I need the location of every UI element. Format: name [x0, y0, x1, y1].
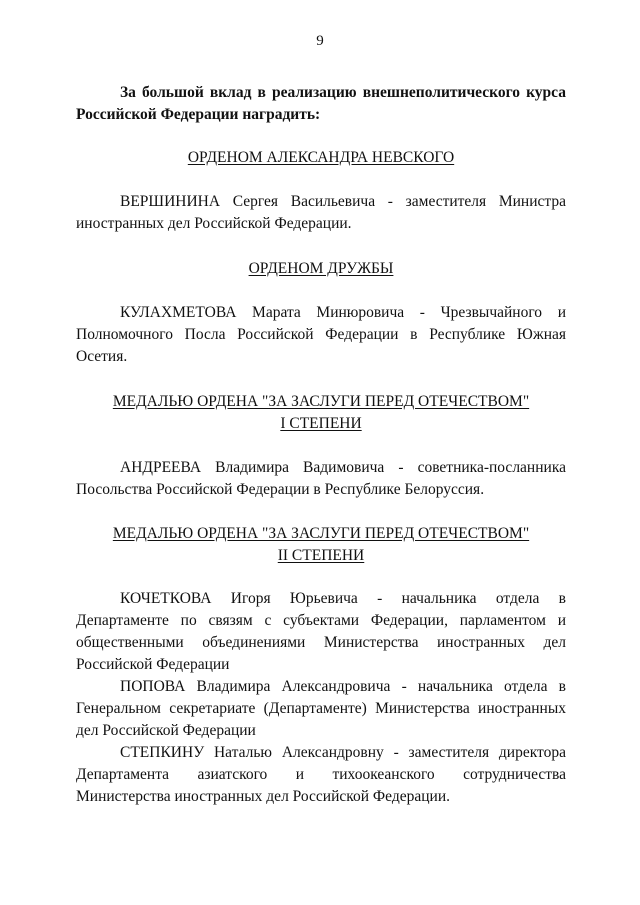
nominee-text: КУЛАХМЕТОВА Марата Минюровича - Чрезвычайного и Полномочного Посла Российской Федерации в Республике Южная Осетия. [76, 304, 566, 365]
award-heading-line: МЕДАЛЬЮ ОРДЕНА "ЗА ЗАСЛУГИ ПЕРЕД ОТЕЧЕСТВОМ" [112, 525, 530, 542]
award-heading-line: ОРДЕНОМ АЛЕКСАНДРА НЕВСКОГО [187, 149, 455, 166]
award-heading-line: I СТЕПЕНИ [280, 415, 362, 432]
award-heading-line: МЕДАЛЬЮ ОРДЕНА "ЗА ЗАСЛУГИ ПЕРЕД ОТЕЧЕСТВОМ" [112, 393, 530, 410]
page-number: 9 [316, 33, 324, 49]
award-heading-medal-first-degree [76, 391, 566, 435]
award-entry [76, 457, 566, 501]
nominee-text: ВЕРШИНИНА Сергея Васильевича - заместителя Министра иностранных дел Российской Федерации. [76, 193, 566, 232]
award-entry-list [76, 588, 566, 808]
award-entry [76, 191, 566, 235]
nominee-text: АНДРЕЕВА Владимира Вадимовича - советника-посланника Посольства Российской Федерации в Республике Белоруссия. [76, 459, 566, 498]
nominee-text: ПОПОВА Владимира Александровича - начальника отдела в Генеральном секретариате (Департаменте) Министерства иностранных дел Российской Федерации [76, 678, 566, 739]
award-heading-alexander-nevsky [76, 147, 566, 169]
award-heading-medal-second-degree [76, 523, 566, 567]
nominee-text: КОЧЕТКОВА Игоря Юрьевича - начальника отдела в Департаменте по связям с субъектами Федерации, парламентом и общественными объединениями Министерства иностранных дел Российской Федерации [76, 590, 566, 673]
award-heading-line: II СТЕПЕНИ [277, 547, 365, 564]
award-heading-friendship [76, 258, 566, 280]
award-entry [76, 302, 566, 368]
award-heading-line: ОРДЕНОМ ДРУЖБЫ [248, 260, 394, 277]
intro-paragraph: За большой вклад в реализацию внешнеполитического курса Российской Федерации наградить: [76, 84, 566, 123]
nominee-text: СТЕПКИНУ Наталью Александровну - заместителя директора Департамента азиатского и тихоокеанского сотрудничества Министерства иностранных дел Российской Федерации. [76, 744, 566, 805]
